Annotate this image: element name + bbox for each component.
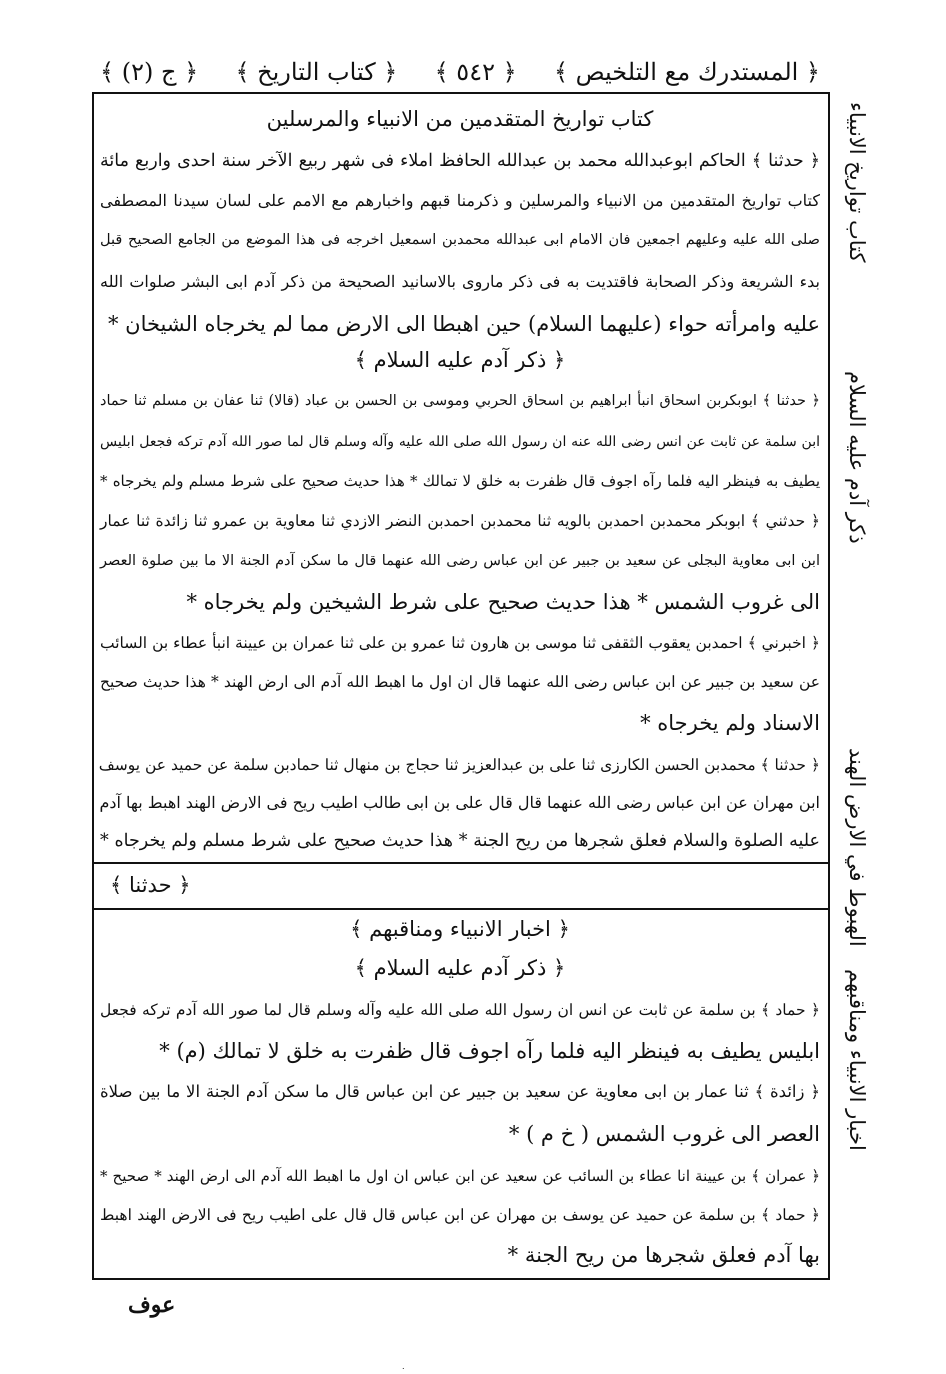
- text-line: الى غروب الشمس * هذا حديث صحيح على شرط الشيخين ولم يخرجاه *: [186, 590, 820, 614]
- margin-note: ذكر آدم عليه السلام: [845, 371, 869, 544]
- margin-note: الهبوط في الارض الهند: [845, 748, 869, 947]
- summary-line: بها آدم فعلق شجرها من ريح الجنة *: [507, 1243, 820, 1267]
- summary-line: العصر الى غروب الشمس ( خ م ) *: [508, 1122, 820, 1146]
- margin-note: كتاب تواريخ الانبياء: [845, 102, 869, 263]
- text-line: ابن سلمة عن ثابت عن انس رضى الله عنه ان رسول الله صلى الله عليه وآله وسلم قال لما صور الله آدم تركه فجعل ابليس: [100, 434, 820, 450]
- margin-note: اخبار الانبياء ومناقبهم: [845, 969, 869, 1151]
- divider-top: [92, 862, 830, 864]
- text-line: ﴿ حدثنا ﴾ الحاكم ابوعبدالله محمد بن عبدالله الحافظ املاء فى شهر ربيع الآخر سنة احدى واربع مائة: [100, 151, 820, 171]
- summary-heading: ﴿ اخبار الانبياء ومناقبهم ﴾: [350, 917, 570, 941]
- summary-line: ﴿ عمران ﴾ بن عيينة انا عطاء بن السائب عن سعيد عن ابن عباس ان اول ما اهبط الله آدم الى ارض الهند * صحيح *: [100, 1167, 820, 1185]
- text-line: ابن مهران عن ابن عباس رضى الله عنهما قال قال على بن ابى طالب اطيب ريح فى الارض الهند اهبط بها آدم: [99, 793, 820, 812]
- divider-bottom: [92, 908, 830, 910]
- divider-label: [110, 870, 810, 902]
- summary-line: ﴿ حماد ﴾ بن سلمة عن ثابت عن انس ان رسول الله صلى الله عليه وآله وسلم قال لما صور الله آدم تركه فجعل: [100, 1001, 820, 1019]
- text-line: بدء الشريعة وذكر الصحابة فاقتديت به فى ذكر ماروى بالاسانيد الصحيحة من ذكر آدم ابى البشر صلوات الله: [100, 272, 820, 291]
- text-line: ﴿ اخبرني ﴾ احمدبن يعقوب الثقفى ثنا موسى بن هارون ثنا عمرو بن على ثنا عمران بن عيينة انبأ عطاء بن السائب: [100, 634, 820, 652]
- summary-subheading: ﴿ ذكر آدم عليه السلام ﴾: [354, 956, 566, 980]
- volume-number: ﴿ ج (٢) ﴾: [100, 58, 199, 86]
- divider-label-text: ﴿ حدثنا ﴾: [110, 873, 191, 897]
- text-line: الاسناد ولم يخرجاه *: [640, 711, 820, 735]
- catchword: عوف: [128, 1292, 176, 1318]
- summary-line: ابليس يطيف به فينظر اليه فلما رآه اجوف قال ظفرت به خلق لا تمالك (م) *: [159, 1039, 820, 1063]
- book-title: ﴿ المستدرك مع التلخيص ﴾: [553, 58, 820, 86]
- text-line: ﴿ حدثنا ﴾ محمدبن الحسن الكارزى ثنا على بن عبدالعزيز ثنا حجاج بن منهال ثنا حمادبن سلمة عن حميد عن يوسف: [98, 756, 820, 774]
- text-line: عليه الصلوة والسلام فعلق شجرها من ريح الجنة * هذا حديث صحيح على شرط مسلم ولم يخرجاه *: [100, 831, 820, 851]
- text-line: عليه وامرأته حواء (عليهما السلام) حين اهبطا الى الارض مما لم يخرجاه الشيخان *: [107, 312, 820, 336]
- text-line: كتاب تواريخ المتقدمين من الانبياء والمرسلين و ذكرمنا قبهم واخبارهم مع الامم على لسان سيدنا المصطفى: [100, 191, 820, 210]
- summary-line: ﴿ زائدة ﴾ ثنا عمار بن ابى معاوية عن سعيد بن جبير عن ابن عباس قال ما سكن آدم الجنة الا ما بين صلاة: [100, 1082, 820, 1101]
- page-speck: .: [402, 1362, 405, 1371]
- text-line: صلى الله عليه وعليهم اجمعين فان الامام ابى عبدالله محمدبن اسمعيل اخرجه فى هذا الموضع من الجامع الصحيح قبل: [100, 232, 820, 248]
- page-number: ﴿ ٥٤٢ ﴾: [434, 58, 517, 86]
- section-title: ﴿ كتاب التاريخ ﴾: [235, 58, 398, 86]
- text-line: ﴿ حدثنا ﴾ ابوبكربن اسحاق انبأ ابراهيم بن اسحاق الحربي وموسى بن الحسن بن عباد (قالا) ثنا عفان بن مسلم ثنا حماد: [100, 393, 820, 409]
- summary-line: ﴿ حماد ﴾ بن سلمة عن حميد عن يوسف بن مهران عن ابن عباس قال قال على اطيب ريح فى الارض الهند اهبط: [100, 1206, 820, 1224]
- text-line: يطيف به فينظر اليه فلما رآه اجوف قال ظفرت به خلق لا تمالك * هذا حديث صحيح على شرط مسلم ولم يخرجاه *: [100, 472, 820, 490]
- chapter-title: كتاب تواريخ المتقدمين من الانبياء والمرسلين: [266, 107, 654, 131]
- section-heading: ﴿ ذكر آدم عليه السلام ﴾: [354, 348, 566, 372]
- text-line: عن سعيد بن جبير عن ابن عباس رضى الله عنهما قال ان اول ما اهبط الله آدم الى ارض الهند * هذا حديث صحيح: [100, 673, 820, 691]
- page-header: [100, 52, 820, 92]
- text-line: ابن ابى معاوية البجلى عن سعيد بن جبير عن ابن عباس رضى الله عنهما قال ما سكن آدم الجنة الا ما بين صلوة العصر: [100, 553, 820, 569]
- text-line: ﴿ حدثني ﴾ ابوبكر محمدبن احمدبن بالويه ثنا محمدبن احمدبن النضر الازدي ثنا معاوية بن عمرو ثنا زائدة ثنا عمار: [100, 512, 820, 530]
